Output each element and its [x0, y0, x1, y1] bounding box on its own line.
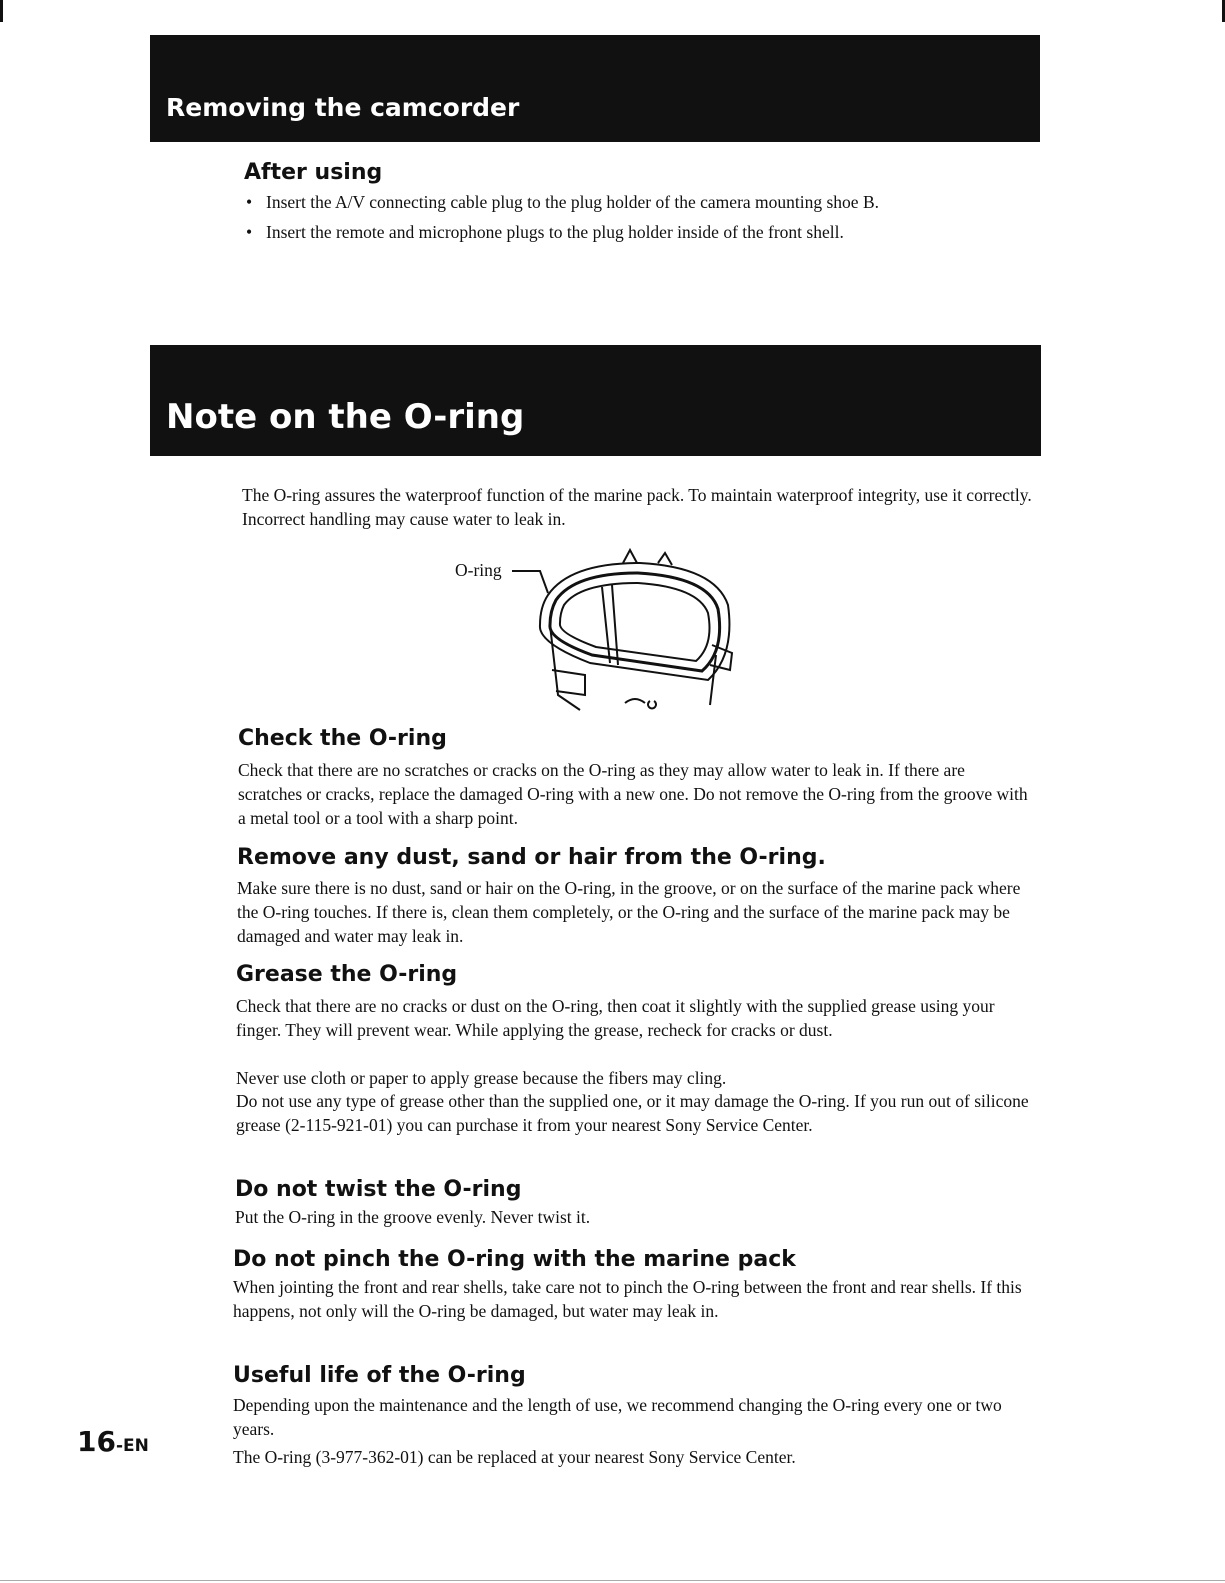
marine-pack-o-ring-illustration: [440, 545, 750, 720]
paragraph: Depending upon the maintenance and the length of use, we recommend changing the O-ring every one or two years.: [233, 1395, 1002, 1439]
left-edge-mark: [0, 0, 3, 22]
heading-remove-dust: Remove any dust, sand or hair from the O-ring.: [237, 845, 826, 870]
paragraph: Do not use any type of grease other than the supplied one, or it may damage the O-ring. If you run out of silicone grease (2-115-921-01) you can purchase it from your nearest Sony Service Center.: [236, 1091, 1029, 1135]
section-title: Removing the camcorder: [166, 93, 520, 122]
paragraph: Check that there are no cracks or dust on the O-ring, then coat it slightly with the supplied grease using your finger. They will prevent wear. While applying the grease, recheck for cracks or dust.: [236, 996, 995, 1040]
paragraph: Make sure there is no dust, sand or hair on the O-ring, in the groove, or on the surface of the marine pack where the O-ring touches. If there is, clean them completely, or the O-ring and the surface of the marine pack may be damaged and water may leak in.: [237, 878, 1021, 946]
inner-divider: [602, 585, 618, 665]
paragraph: Check that there are no scratches or cracks on the O-ring as they may allow water to leak in. If there are scratches or cracks, replace the damaged O-ring with a new one. Do not remove the O-ring from the groove with a metal tool or a tool with a sharp point.: [238, 760, 1028, 828]
page-number: 16-EN: [77, 1425, 149, 1458]
heading-after-using: After using: [244, 160, 383, 185]
top-tab-left: [623, 550, 637, 563]
top-tab-right: [658, 553, 672, 565]
paragraph: Put the O-ring in the groove evenly. Never twist it.: [235, 1207, 591, 1227]
list-item: • Insert the A/V connecting cable plug to the plug holder of the camera mounting shoe B.: [246, 192, 879, 212]
list-item: • Insert the remote and microphone plugs to the plug holder inside of the front shell.: [246, 222, 844, 242]
heading-useful-life: Useful life of the O-ring: [233, 1363, 526, 1388]
heading-do-not-twist: Do not twist the O-ring: [235, 1177, 522, 1202]
intro-paragraph: The O-ring assures the waterproof function of the marine pack. To maintain waterproof integrity, use it correctly. Incorrect handling may cause water to leak in.: [242, 485, 1032, 529]
heading-grease-o-ring: Grease the O-ring: [236, 962, 458, 987]
figure-label-o-ring: O-ring: [455, 560, 502, 580]
housing-inner-edge: [560, 583, 710, 661]
heading-do-not-pinch: Do not pinch the O-ring with the marine pack: [233, 1247, 796, 1272]
o-ring-leader-line: [512, 571, 548, 593]
section-title: Note on the O-ring: [166, 397, 525, 437]
paragraph: Never use cloth or paper to apply grease because the fibers may cling.: [236, 1068, 727, 1088]
page-bottom-rule: [0, 1580, 1225, 1581]
after-using-list: [246, 190, 1046, 250]
paragraph: When jointing the front and rear shells, take care not to pinch the O-ring between the front and rear shells. If this happens, not only will the O-ring be damaged, but water may leak in.: [233, 1277, 1022, 1321]
heading-check-o-ring: Check the O-ring: [238, 726, 447, 751]
paragraph: The O-ring (3-977-362-01) can be replaced at your nearest Sony Service Center.: [233, 1447, 796, 1467]
section-banner-note-o-ring: [150, 345, 1041, 456]
bullet-icon: •: [246, 192, 253, 212]
bullet-icon: •: [246, 222, 253, 242]
bottom-detail: [625, 699, 656, 708]
section-banner-removing-camcorder: [150, 35, 1040, 142]
